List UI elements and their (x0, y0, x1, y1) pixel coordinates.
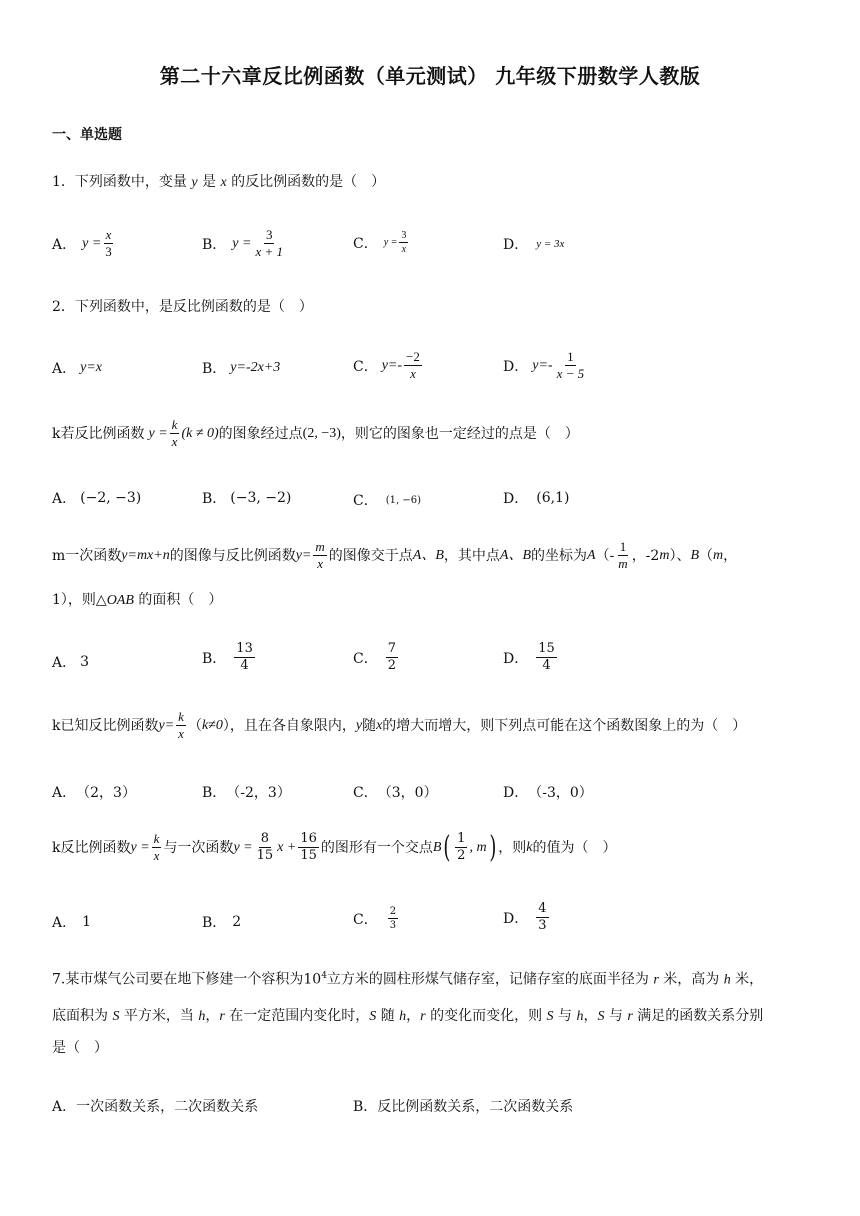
question-7-stem-line1: 7.某市煤气公司要在地下修建一个容积为$10^4$立方米的圆柱形煤气储存室，记储存室的底面半径为 r 米，高为 h 米， (52, 971, 764, 988)
question-6-option-d[interactable]: D． $\frac{4}{3}$ (503, 901, 547, 933)
question-1-stem: 1．下列函数中，变量 y 是 x 的反比例函数的是（ ） (52, 174, 386, 190)
question-4-option-d[interactable]: D． $\frac{15}{4}$ (503, 641, 555, 673)
question-6-option-c[interactable]: C． $\frac{2}{3}$ (353, 906, 397, 931)
question-5-option-b[interactable]: B． （-2，3） (202, 785, 291, 801)
question-3-option-a[interactable]: A． (−2, −3) (52, 490, 142, 507)
question-1-option-a[interactable]: A． y = $\frac{x}{3}$ (52, 227, 112, 259)
question-4-stem-line2: 1），则△OAB 的面积（ ） (52, 592, 223, 608)
question-3-option-b[interactable]: B． (−3, −2) (202, 490, 292, 507)
question-4-option-b[interactable]: B． $\frac{13}{4}$ (202, 641, 253, 673)
page-title: 第二十六章反比例函数（单元测试） 九年级下册数学人教版 (159, 64, 701, 88)
question-1-option-b[interactable]: B． y = $\frac{3}{x + 1}$ (202, 227, 284, 259)
question-2-option-b[interactable]: B． y=-2x+3 (202, 360, 281, 377)
question-2-option-d[interactable]: D． y=- $\frac{1}{x - 5}$ (503, 349, 585, 381)
question-2-option-a[interactable]: A． y=x (52, 360, 102, 377)
question-3-stem: k 若反比例函数 y = $\frac{k}{x}$ (k ≠ 0) 的图象经过点 (2, −3) ，则它的图象也一定经过的点是（ ） (52, 417, 579, 449)
question-4-option-c[interactable]: C． $\frac{7}{2}$ (353, 641, 396, 673)
question-2-option-c[interactable]: C． y=- $\frac{-2}{x}$ (353, 349, 420, 381)
question-3-option-d[interactable]: D． (6,1) (503, 490, 570, 507)
section-heading: 一、单选题 (52, 127, 122, 143)
question-3-option-c[interactable]: C． (1, −6) (353, 493, 421, 509)
question-4-option-a[interactable]: A． 3 (52, 654, 90, 671)
question-7-option-a[interactable]: A． 一次函数关系，二次函数关系 (52, 1099, 259, 1115)
question-5-option-d[interactable]: D． （-3，0） (503, 785, 593, 801)
question-5-option-a[interactable]: A． （2，3） (52, 785, 136, 801)
question-6-option-b[interactable]: B． 2 (202, 914, 242, 931)
question-5-option-c[interactable]: C． （3，0） (353, 785, 438, 801)
question-6-option-a[interactable]: A． 1 (52, 914, 92, 931)
question-1-option-d[interactable]: D． y = 3x (503, 237, 565, 253)
question-6-stem: k 反比例函数 y = $\frac{k}{x}$ 与一次函数 y = $\frac{8}{15}$ x + $\frac{16}{15}$ 的图形有一个交点 B ( $\frac{1}{2}$ , m ) ，则 k 的值为（ ） (52, 829, 617, 865)
question-4-stem-line1: m 一次函数 y=mx+n 的图像与反比例函数 y= $\frac{m}{x}$ 的图像交于点 A、B ，其中点 A、B 的坐标为 A （- $\frac{1}{m}$ ，-2 m ）、 B （ m ， (52, 539, 738, 571)
question-1-option-c[interactable]: C． y = $\frac{3}{x}$ (353, 230, 407, 255)
question-5-stem: k 已知反比例函数 y= $\frac{k}{x}$ （ k≠0 ），且在各自象限内， y 随 x 的增大而增大，则下列点可能在这个函数图象上的为（ ） (52, 709, 747, 741)
question-7-stem-line2: 底面积为 S 平方米，当 h，r 在一定范围内变化时，S 随 h，r 的变化而变化，则 S 与 h，S 与 r 满足的函数关系分别 (52, 1008, 764, 1024)
question-7-option-b[interactable]: B． 反比例函数关系，二次函数关系 (353, 1099, 574, 1115)
question-7-stem-line3: 是（ ） (52, 1040, 108, 1056)
question-2-stem: 2．下列函数中，是反比例函数的是（ ） (52, 299, 313, 315)
